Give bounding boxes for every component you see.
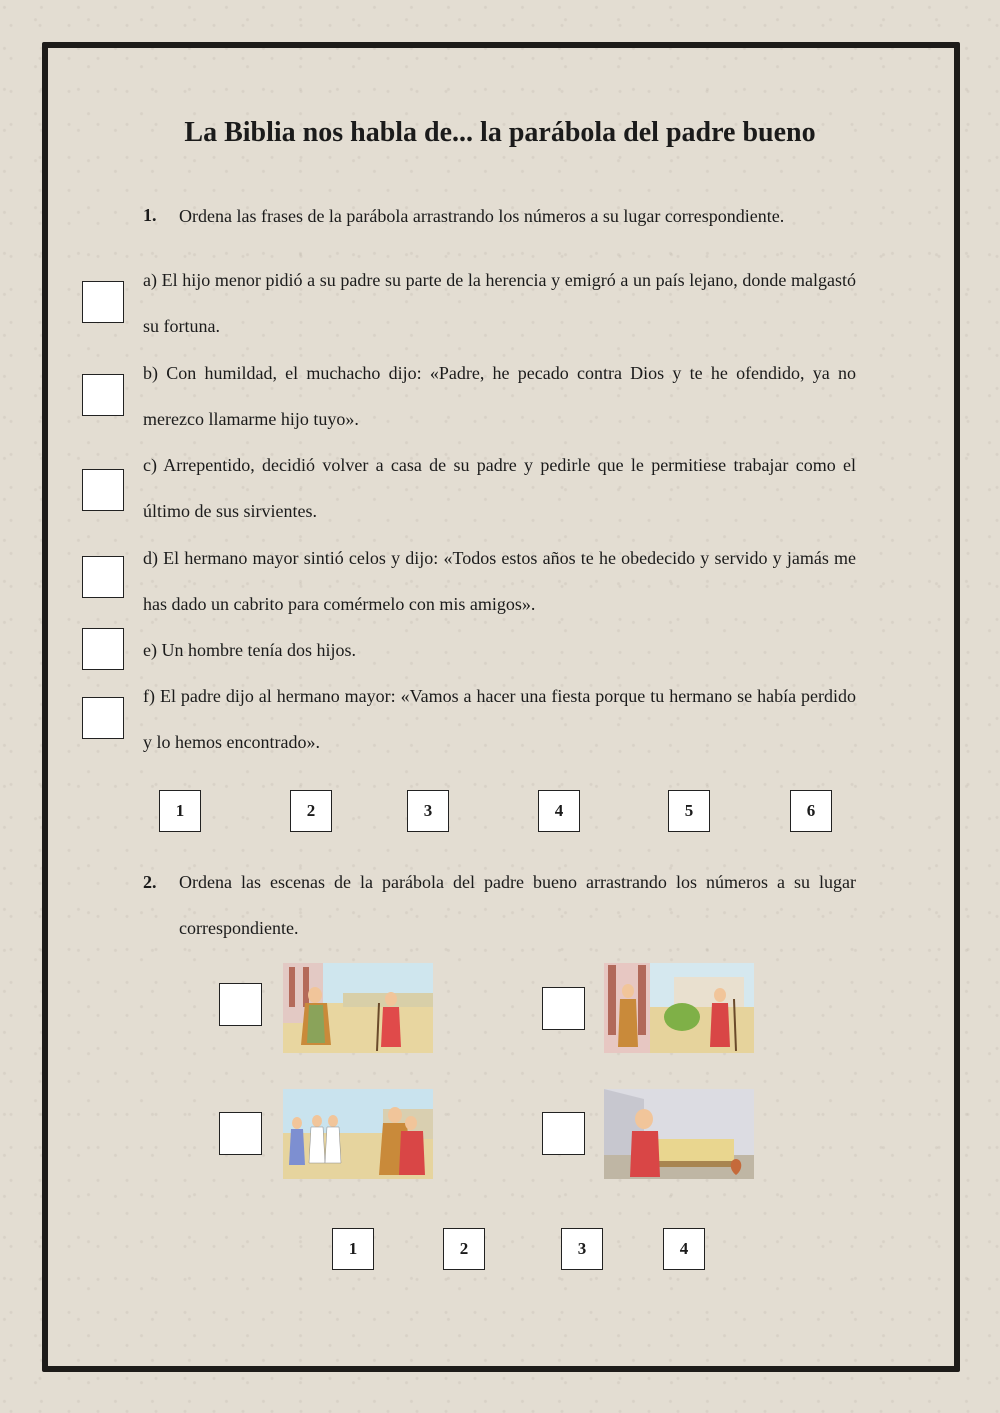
answer-drop-box-f[interactable] [82,697,124,739]
scene-drop-box-3[interactable] [219,1112,262,1155]
number-tile-1[interactable]: 1 [159,790,201,832]
number-tile-6[interactable]: 6 [790,790,832,832]
father-walking-son-scene [283,963,433,1053]
question-2-instruction: Ordena las escenas de la parábola del padre bueno arrastrando los números a su lugar correspondiente. [179,872,856,938]
son-leaving-home-scene [604,963,754,1053]
sentence-b: b) Con humildad, el muchacho dijo: «Padre, he pecado contra Dios y te he ofendido, ya no merezco llamarme hijo tuyo». [143,363,856,429]
scene-drop-box-4[interactable] [542,1112,585,1155]
scene-number-tile-3[interactable]: 3 [561,1228,603,1270]
scene-number-tile-2[interactable]: 2 [443,1228,485,1270]
sentence-d: d) El hermano mayor sintió celos y dijo: «Todos estos años te he obedecido y servido y jamás me has dado un cabrito para comérmelo con mis amigos». [143,548,856,614]
number-tile-4[interactable]: 4 [538,790,580,832]
question-1-number: 1. [143,205,157,225]
number-tile-5[interactable]: 5 [668,790,710,832]
sentence-e: e) Un hombre tenía dos hijos. [143,640,356,660]
son-sitting-on-bed-scene [604,1089,754,1179]
scene-number-tile-1[interactable]: 1 [332,1228,374,1270]
sentence-f: f) El padre dijo al hermano mayor: «Vamos a hacer una fiesta porque tu hermano se había perdido y lo hemos encontrado». [143,686,856,752]
page-title: La Biblia nos habla de... la parábola del padre bueno [184,117,816,148]
sentence-c: c) Arrepentido, decidió volver a casa de su padre y pedirle que le permitiese trabajar como el último de sus sirvientes. [143,455,856,521]
sentence-a: a) El hijo menor pidió a su padre su parte de la herencia y emigró a un país lejano, donde malgastó su fortuna. [143,270,856,336]
scene-drop-box-1[interactable] [219,983,262,1026]
question-2-number: 2. [143,872,157,892]
father-embracing-son-scene [283,1089,433,1179]
answer-drop-box-e[interactable] [82,628,124,670]
answer-drop-box-c[interactable] [82,469,124,511]
scene-number-tile-4[interactable]: 4 [663,1228,705,1270]
answer-drop-box-b[interactable] [82,374,124,416]
number-tile-2[interactable]: 2 [290,790,332,832]
answer-drop-box-a[interactable] [82,281,124,323]
scene-drop-box-2[interactable] [542,987,585,1030]
question-1-instruction: Ordena las frases de la parábola arrastrando los números a su lugar correspondiente. [179,206,785,226]
number-tile-3[interactable]: 3 [407,790,449,832]
answer-drop-box-d[interactable] [82,556,124,598]
